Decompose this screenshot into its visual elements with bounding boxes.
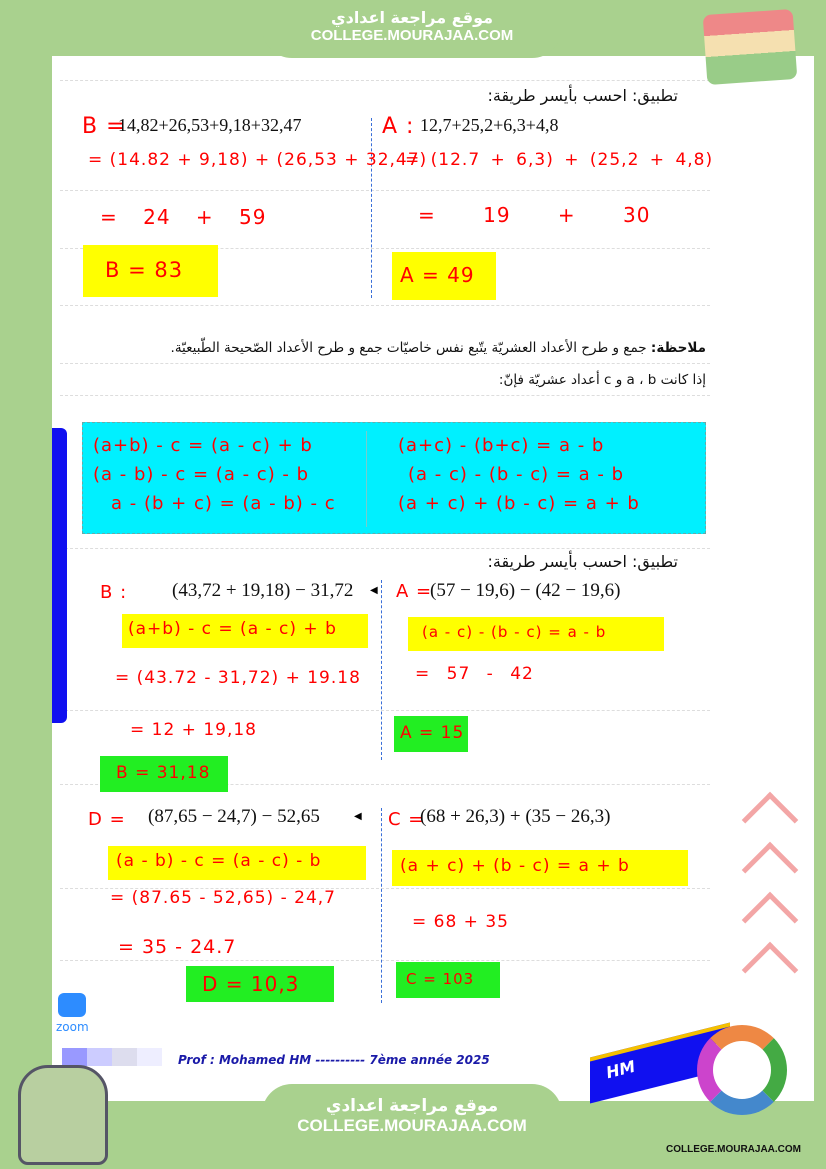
b2-step1: = (43.72 - 31,72) + 19.18 — [115, 668, 361, 688]
a2-step1: = 57 - 42 — [415, 664, 534, 684]
b-result: B = 83 — [83, 245, 218, 297]
c-result: C = 103 — [396, 962, 500, 998]
badge-text: HM — [604, 1056, 638, 1083]
site-footer[interactable]: موقع مراجعة اعدادي COLLEGE.MOURAJAA.COM — [262, 1084, 562, 1154]
note-line2: إذا كانت a ، b و c أعداد عشريّة فإنّ: — [498, 372, 706, 388]
decorative-bar — [62, 1048, 162, 1066]
rules-box — [82, 422, 706, 534]
b2-expression: (43,72 + 19,18) − 31,72 — [172, 580, 354, 601]
rules-right: (a+c) - (b+c) = a - b (a - c) - (b - c) = a - b (a + c) + (b - c) = a + b — [398, 435, 640, 514]
c-label: C = — [388, 809, 425, 830]
d-expression: (87,65 − 24,7) − 52,65 — [148, 806, 320, 827]
a2-expression: (57 − 19,6) − (42 − 19,6) — [430, 580, 621, 601]
d-result: D = 10,3 — [186, 966, 334, 1002]
logo-circle — [697, 1025, 787, 1115]
books-icon — [703, 9, 798, 85]
c-rule: (a + c) + (b - c) = a + b — [392, 850, 688, 886]
zoom-icon — [58, 993, 86, 1017]
side-tab — [52, 428, 67, 723]
b2-rule: (a+b) - c = (a - c) + b — [122, 614, 368, 648]
a2-label: A = — [396, 581, 433, 602]
a-expression: 12,7+25,2+6,3+4,8 — [420, 115, 559, 135]
a-label: A : — [382, 114, 415, 139]
c-step1: = 68 + 35 — [412, 912, 509, 932]
b-expression: 14,82+26,53+9,18+32,47 — [118, 115, 302, 135]
a2-result: A = 15 — [394, 716, 468, 752]
d-step2: = 35 - 24.7 — [118, 936, 237, 958]
a2-rule: (a - c) - (b - c) = a - b — [408, 617, 664, 651]
exercise1-title: تطبيق: احسب بأيسر طريقة: — [487, 86, 678, 105]
a-step1: = (12.7 + 6,3) + (25,2 + 4,8) — [405, 150, 714, 170]
a-step2: = 19 + 30 — [418, 203, 651, 227]
triangle-left-icon: ◀ — [370, 585, 378, 596]
b2-step2: = 12 + 19,18 — [130, 720, 257, 740]
rules-left: (a+b) - c = (a - c) + b (a - b) - c = (a - c) - b a - (b + c) = (a - b) - c — [93, 435, 336, 514]
footer-text: Prof : Mohamed HM ---------- 7ème année 2025 — [178, 1053, 490, 1067]
zoom-label: zoom — [56, 1020, 89, 1034]
c-expression: (68 + 26,3) + (35 − 26,3) — [420, 806, 611, 827]
triangle-left-icon: ◀ — [354, 811, 362, 822]
d-step1: = (87.65 - 52,65) - 24,7 — [110, 888, 336, 908]
b2-result: B = 31,18 — [100, 756, 228, 792]
b-step1: = (14.82 + 9,18) + (26,53 + 32,47) — [88, 150, 428, 170]
site-header[interactable]: موقع مراجعة اعدادي COLLEGE.MOURAJAA.COM — [262, 0, 562, 58]
a-result: A = 49 — [392, 252, 496, 300]
exercise2-title: تطبيق: احسب بأيسر طريقة: — [487, 552, 678, 571]
d-rule: (a - b) - c = (a - c) - b — [108, 846, 366, 880]
b2-label: B : — [100, 582, 128, 603]
b-step2: = 24 + 59 — [100, 205, 267, 229]
b-label: B = — [82, 114, 126, 139]
corner-logo[interactable]: COLLEGE.MOURAJAA.COM — [666, 1144, 801, 1155]
d-label: D = — [88, 809, 126, 830]
note: ملاحظة: جمع و طرح الأعداد العشريّة يتّبع نفس خاصيّات جمع و طرح الأعداد الصّحيحة الطّبيعيّة. — [170, 340, 706, 356]
backpack-icon — [18, 1065, 108, 1165]
